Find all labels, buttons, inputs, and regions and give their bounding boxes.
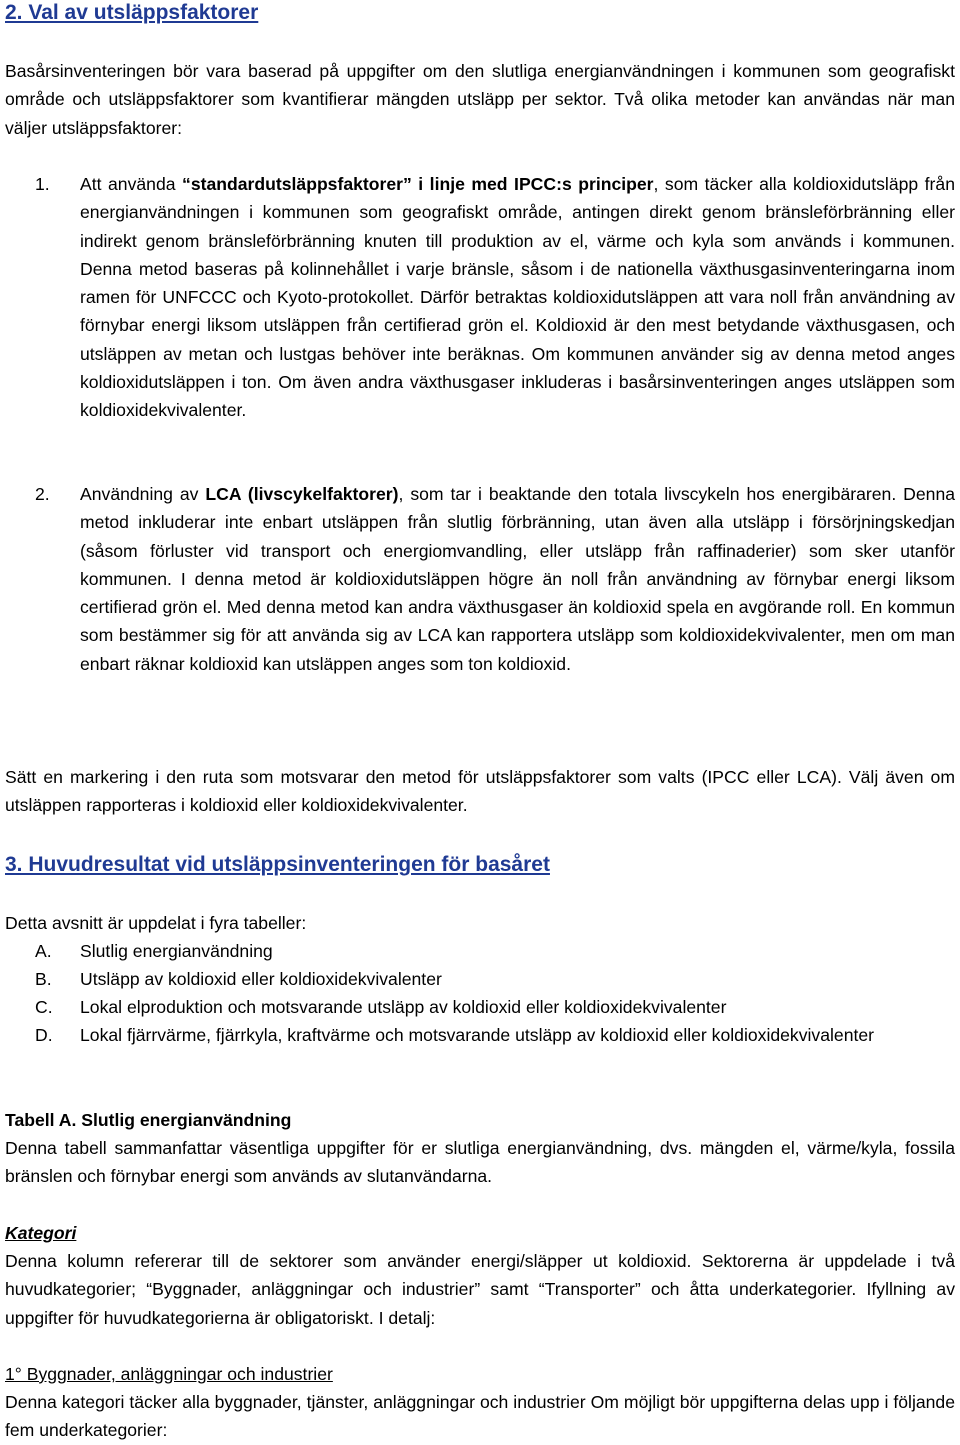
table-list-item-b: Utsläpp av koldioxid eller koldioxidekvivalenter — [80, 969, 442, 989]
table-list-letter-a: A. — [35, 941, 52, 961]
subcategory-heading: 1° Byggnader, anläggningar och industrier — [5, 1364, 333, 1384]
table-list-letter-d: D. — [35, 1025, 53, 1045]
table-a-heading: Tabell A. Slutlig energianvändning — [5, 1110, 292, 1130]
section-2-heading: 2. Val av utsläppsfaktorer — [5, 1, 259, 24]
table-a-text: Denna tabell sammanfattar väsentliga uppgifter för er slutliga energianvändning, dvs. mängden el, värme/kyla, fossila bränslen och förnybar energi som används av slutanvändarna. — [5, 1138, 955, 1187]
table-list-item-a: Slutlig energianvändning — [80, 941, 273, 961]
section-2-intro: Basårsinventeringen bör vara baserad på uppgifter om den slutliga energianvändningen i kommunen som geografiskt område och utsläppsfaktorer som kvantifierar mängden utsläpp per sektor. Två olika metoder kan användas när man väljer utsläppsfaktorer: — [5, 61, 955, 138]
table-list-letter-c: C. — [35, 997, 53, 1017]
item-2-bold: LCA (livscykelfaktorer) — [205, 484, 399, 504]
item-2-number: 2. — [35, 484, 50, 504]
item-1-bold: “standardutsläppsfaktorer” i linje med IPCC:s principer — [182, 174, 654, 194]
item-1-post: , som täcker alla koldioxidutsläpp från energianvändningen i kommunen som geografiskt område, antingen direkt genom bränsleförbränning eller indirekt genom bränsleförbränning knuten till produktion av el, värme och kyla som används i kommunen. Denna metod baseras på kolinnehållet i varje bränsle, såsom i de nationella växthusgasinventeringarna inom ramen för UNFCCC och Kyoto-protokollet. Därför betraktas koldioxidutsläppen att vara noll från användning av förnybar energi liksom utsläppen från certifierad grön el. Koldioxid är den mest betydande växthusgasen, och utsläppen av metan och lustgas behöver inte beräknas. Om kommunen använder sig av denna metod anges koldioxidutsläppen i ton. Om även andra växthusgaser inkluderas i basårsinventeringen anges utsläppen som koldioxidekvivalenter. — [80, 174, 955, 421]
item-1-number: 1. — [35, 174, 50, 194]
subcategory-text: Denna kategori täcker alla byggnader, tjänster, anläggningar och industrier Om möjligt bör uppgifterna delas upp i följande fem underkategorier: — [5, 1392, 955, 1441]
section-3-intro: Detta avsnitt är uppdelat i fyra tabeller: — [5, 913, 307, 933]
table-list-item-d: Lokal fjärrvärme, fjärrkyla, kraftvärme och motsvarande utsläpp av koldioxid eller koldioxidekvivalenter — [80, 1025, 875, 1045]
table-list-letter-b: B. — [35, 969, 52, 989]
item-2-post: , som tar i beaktande den totala livscykeln hos energibäraren. Denna metod inkluderar inte enbart utsläppen från slutlig förbränning, utan även alla utsläpp i försörjningskedjan (såsom förluster vid transport och energiomvandling, eller utsläpp från raffinaderier) som sker utanför kommunen. I denna metod är koldioxidutsläppen högre än noll från användning av förnybar energi liksom certifierad grön el. Med denna metod kan andra växthusgaser än koldioxid spela en avgörande roll. En kommun som bestämmer sig för att använda sig av LCA kan rapportera utsläpp som koldioxidekvivalenter, men om man enbart räknar koldioxid kan utsläppen anges som ton koldioxid. — [80, 484, 956, 674]
table-list-item-c: Lokal elproduktion och motsvarande utsläpp av koldioxid eller koldioxidekvivalenter — [80, 997, 727, 1017]
item-1-pre: Att använda — [80, 174, 183, 194]
kategori-text: Denna kolumn refererar till de sektorer som använder energi/släpper ut koldioxid. Sektorerna är uppdelade i två huvudkategorier; “Byggnader, anläggningar och industrier” samt “Transporter” och åtta underkategorier. Ifyllning av uppgifter för huvudkategorierna är obligatoriskt. I detalj: — [5, 1251, 955, 1328]
item-1-text — [80, 170, 955, 425]
item-2-pre: Användning av — [80, 484, 206, 504]
item-2-text — [80, 480, 955, 678]
section-3-heading: 3. Huvudresultat vid utsläppsinventeringen för basåret — [5, 853, 550, 876]
kategori-heading: Kategori — [5, 1223, 77, 1243]
section-2-closing: Sätt en markering i den ruta som motsvarar den metod för utsläppsfaktorer som valts (IPCC eller LCA). Välj även om utsläppen rapporteras i koldioxid eller koldioxidekvivalenter. — [5, 767, 955, 816]
